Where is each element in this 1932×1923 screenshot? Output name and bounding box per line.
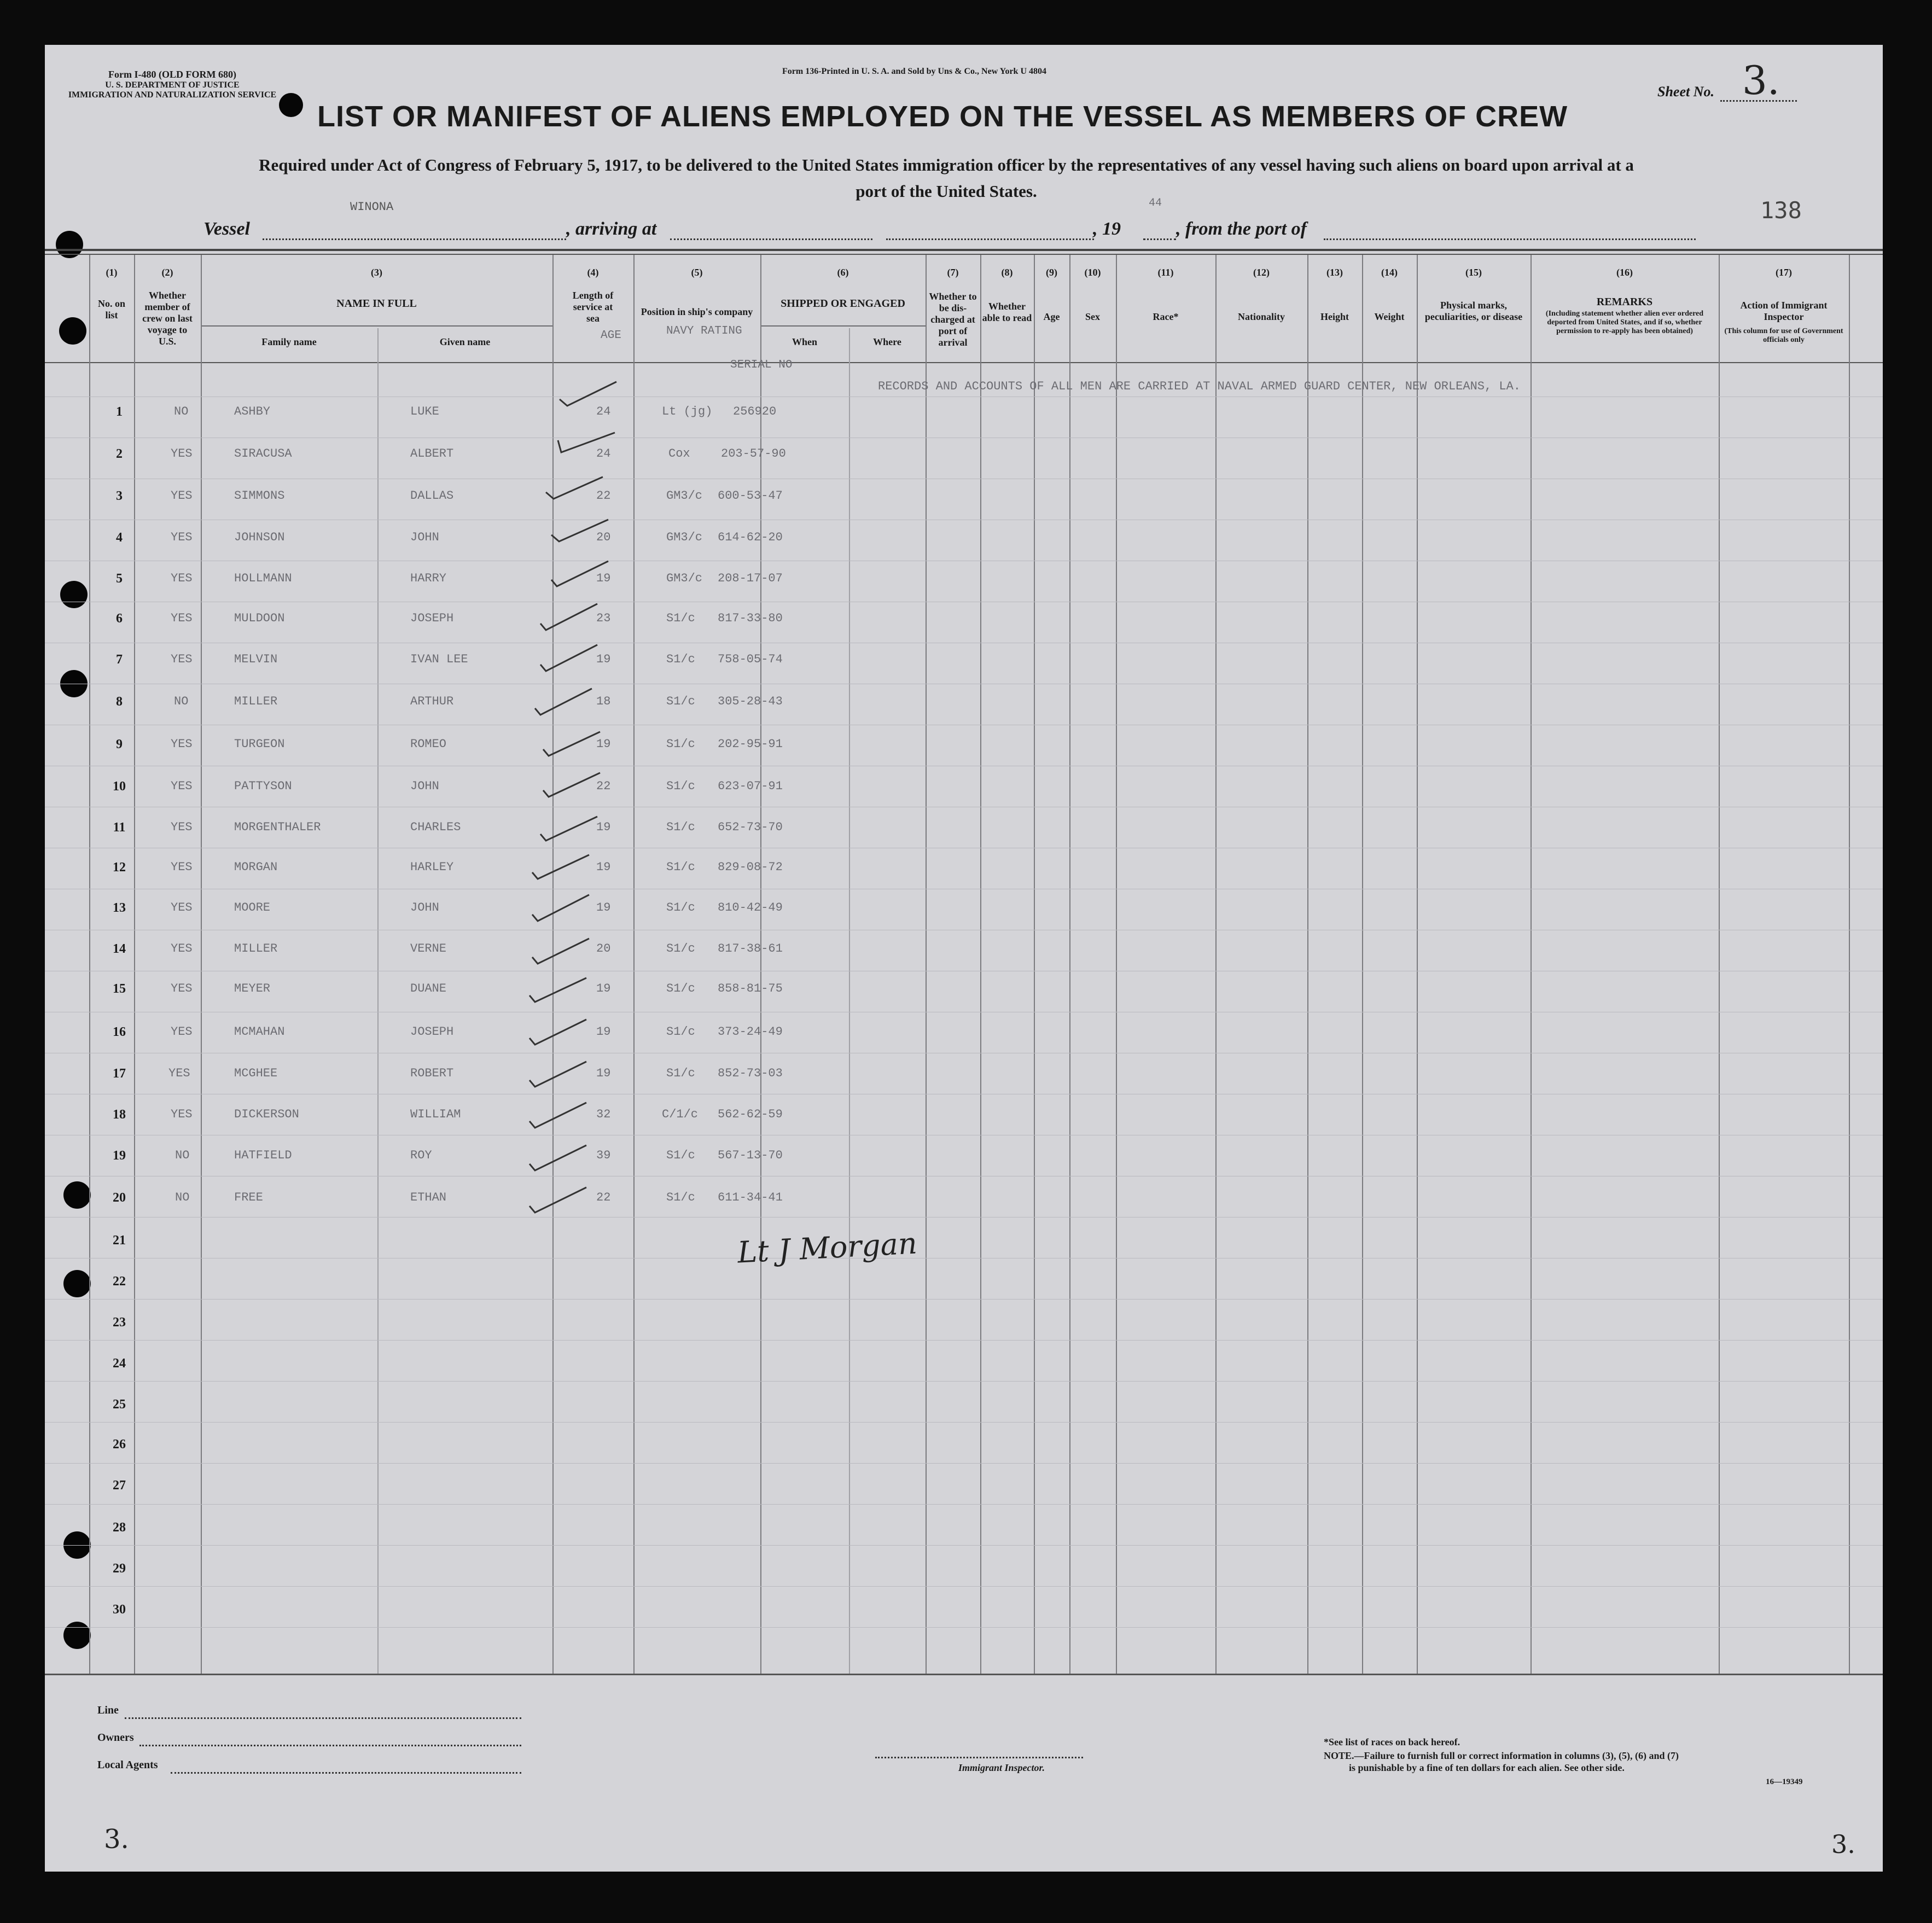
row-number: 25 xyxy=(113,1397,126,1412)
column-header: Position in ship's company xyxy=(641,306,753,317)
penalty-note: is punishable by a fine of ten dollars for each alien. See other side. xyxy=(1349,1762,1625,1773)
form-id-line: Form I-480 (OLD FORM 680) xyxy=(108,69,236,80)
cell-given-name: JOSEPH xyxy=(410,611,454,625)
officer-signature: Lt J Morgan xyxy=(736,1226,918,1270)
column-number: (15) xyxy=(1465,267,1482,278)
check-mark xyxy=(525,1099,591,1132)
cell-previous-voyage: YES xyxy=(171,1025,193,1039)
check-mark xyxy=(525,1142,591,1175)
cell-age: 19 xyxy=(596,860,611,874)
local-agents-field xyxy=(171,1772,521,1774)
cell-age: 22 xyxy=(596,1191,611,1204)
row-number: 12 xyxy=(113,860,126,875)
column-number: (2) xyxy=(161,267,173,278)
local-agents-label: Local Agents xyxy=(97,1759,158,1771)
cell-family-name: MELVIN xyxy=(234,652,278,666)
row-number: 5 xyxy=(116,572,123,586)
column-subheader: Where xyxy=(873,336,901,347)
cell-serial: 858-81-75 xyxy=(718,982,783,995)
column-number: (17) xyxy=(1776,267,1792,278)
check-mark xyxy=(554,424,619,457)
column-header: Race* xyxy=(1153,311,1179,322)
row-number: 18 xyxy=(113,1108,126,1122)
cell-family-name: MILLER xyxy=(234,942,278,955)
cell-serial: 611-34-41 xyxy=(718,1191,783,1204)
sheet-label: Sheet No. xyxy=(1657,84,1714,100)
row-number: 10 xyxy=(113,779,126,794)
cell-given-name: WILLIAM xyxy=(410,1108,461,1121)
row-rule xyxy=(45,1422,1883,1423)
table-row xyxy=(0,942,1932,969)
cell-serial: 203-57-90 xyxy=(721,447,786,461)
check-mark xyxy=(531,686,596,719)
from-port-field-line xyxy=(1324,238,1696,240)
punch-hole xyxy=(63,1270,91,1297)
cell-age: 20 xyxy=(596,531,611,544)
table-row xyxy=(0,531,1932,558)
cell-previous-voyage: YES xyxy=(171,447,193,461)
column-header: Whether member of crew on last voyage to U.S. xyxy=(142,290,193,347)
cell-previous-voyage: YES xyxy=(171,860,193,874)
column-header: Physical marks, peculiarities, or disease xyxy=(1424,300,1523,322)
cell-serial: 600-53-47 xyxy=(718,489,783,503)
cell-family-name: MULDOON xyxy=(234,611,285,625)
year-value: 44 xyxy=(1149,197,1162,209)
table-top-rule xyxy=(45,249,1883,251)
row-number: 24 xyxy=(113,1356,126,1371)
cell-age: 19 xyxy=(596,1067,611,1080)
form-id-line: U. S. DEPARTMENT OF JUSTICE xyxy=(105,80,240,90)
row-number: 21 xyxy=(113,1233,126,1248)
cell-family-name: FREE xyxy=(234,1191,263,1204)
cell-rating: S1/c xyxy=(666,1191,695,1204)
form-id-line: IMMIGRATION AND NATURALIZATION SERVICE xyxy=(68,90,277,100)
year-field-line xyxy=(1143,238,1176,240)
page-title: LIST OR MANIFEST OF ALIENS EMPLOYED ON THE VESSEL AS MEMBERS OF CREW xyxy=(317,100,1568,133)
check-mark xyxy=(525,1016,591,1049)
cell-family-name: MORGENTHALER xyxy=(234,820,321,834)
row-number: 8 xyxy=(116,695,123,709)
row-number: 26 xyxy=(113,1437,126,1452)
cell-family-name: MEYER xyxy=(234,982,271,995)
cell-given-name: DUANE xyxy=(410,982,447,995)
cell-serial: 829-08-72 xyxy=(718,860,783,874)
cell-serial: 817-33-80 xyxy=(718,611,783,625)
cell-family-name: MOORE xyxy=(234,901,271,914)
name-subhead-rule xyxy=(201,325,552,327)
cell-serial: 652-73-70 xyxy=(718,820,783,834)
cell-rating: C/1/c xyxy=(662,1108,699,1121)
cell-given-name: HARLEY xyxy=(410,860,454,874)
column-number: (6) xyxy=(837,267,849,278)
column-number: (10) xyxy=(1084,267,1101,278)
check-mark xyxy=(547,558,613,591)
page-number: 138 xyxy=(1760,197,1802,224)
from-port-label: , from the port of xyxy=(1176,219,1307,239)
cell-rating: S1/c xyxy=(666,1025,695,1039)
line-label: Line xyxy=(97,1704,119,1716)
owners-field xyxy=(139,1745,521,1746)
cell-serial: 758-05-74 xyxy=(718,652,783,666)
cell-given-name: ALBERT xyxy=(410,447,454,461)
row-number: 14 xyxy=(113,942,126,956)
table-top-rule-2 xyxy=(45,254,1883,255)
row-number: 19 xyxy=(113,1149,126,1163)
cell-previous-voyage: NO xyxy=(175,1149,190,1162)
cell-age: 32 xyxy=(596,1108,611,1121)
column-number: (7) xyxy=(947,267,959,278)
corner-number: 3. xyxy=(104,1824,129,1855)
cell-previous-voyage: YES xyxy=(171,737,193,751)
cell-previous-voyage: YES xyxy=(171,942,193,955)
cell-age: 19 xyxy=(596,982,611,995)
cell-given-name: IVAN LEE xyxy=(410,652,468,666)
row-number: 1 xyxy=(116,405,123,419)
cell-given-name: LUKE xyxy=(410,405,439,418)
cell-rating: GM3/c xyxy=(666,531,703,544)
row-number: 2 xyxy=(116,447,123,461)
check-mark xyxy=(528,850,593,883)
cell-age: 19 xyxy=(596,901,611,914)
table-row xyxy=(0,1108,1932,1135)
cell-given-name: HARRY xyxy=(410,572,447,585)
cell-age: 19 xyxy=(596,572,611,585)
subtitle-line: Required under Act of Congress of February 5, 1917, to be delivered to the United States immigration officer by the representatives of any vessel having such aliens on board upon arrival at a xyxy=(259,155,1634,174)
column-number: (11) xyxy=(1157,267,1174,278)
cell-rating: GM3/c xyxy=(666,489,703,503)
column-number: (9) xyxy=(1046,267,1057,278)
check-mark xyxy=(525,974,591,1006)
vessel-field-line xyxy=(263,238,566,240)
row-rule xyxy=(45,1586,1883,1587)
column-header: No. on list xyxy=(97,298,125,320)
table-row xyxy=(0,652,1932,680)
arriving-label: , arriving at xyxy=(566,219,657,239)
cell-family-name: MORGAN xyxy=(234,860,278,874)
cell-family-name: TURGEON xyxy=(234,737,285,751)
check-mark xyxy=(547,514,613,547)
cell-family-name: HOLLMANN xyxy=(234,572,292,585)
cell-age: 39 xyxy=(596,1149,611,1162)
cell-age: 22 xyxy=(596,779,611,793)
row-number: 11 xyxy=(113,820,126,835)
cell-previous-voyage: YES xyxy=(168,1067,190,1080)
cell-given-name: DALLAS xyxy=(410,489,454,503)
column-typed-heading: SERIAL NO xyxy=(730,359,793,371)
vessel-label: Vessel xyxy=(203,219,250,239)
cell-previous-voyage: NO xyxy=(174,405,189,418)
column-header-note: (Including statement whether alien ever ordered deported from United States, and if so, whether permission to re-apply has been obtained) xyxy=(1545,310,1704,335)
check-mark xyxy=(528,935,593,968)
punch-hole xyxy=(63,1622,91,1649)
column-header: Action of Immigrant Inspector xyxy=(1740,300,1828,322)
cell-previous-voyage: YES xyxy=(171,531,193,544)
cell-rating: S1/c xyxy=(666,1149,695,1162)
cell-previous-voyage: YES xyxy=(171,611,193,625)
column-header: Height xyxy=(1320,311,1349,322)
vessel-name: WINONA xyxy=(350,200,394,214)
row-number: 29 xyxy=(113,1561,126,1576)
cell-given-name: VERNE xyxy=(410,942,447,955)
cell-rating: GM3/c xyxy=(666,572,703,585)
column-subheader: Given name xyxy=(439,336,491,347)
cell-given-name: ROBERT xyxy=(410,1067,454,1080)
cell-serial: 256920 xyxy=(733,405,777,418)
form-code: 16—19349 xyxy=(1766,1778,1803,1786)
check-mark xyxy=(528,891,593,924)
column-header: Age xyxy=(1043,311,1060,322)
corner-number: 3. xyxy=(1831,1829,1855,1859)
column-header: Weight xyxy=(1374,311,1405,322)
cell-family-name: ASHBY xyxy=(234,405,271,418)
column-number: (13) xyxy=(1326,267,1343,278)
cell-previous-voyage: YES xyxy=(171,901,193,914)
column-header: NAME IN FULL xyxy=(336,298,417,310)
shipped-subhead-rule xyxy=(760,325,926,327)
punch-hole xyxy=(59,317,86,345)
line-field xyxy=(125,1717,521,1719)
row-number: 3 xyxy=(116,489,123,503)
cell-age: 19 xyxy=(596,737,611,751)
table-row xyxy=(0,489,1932,516)
cell-family-name: SIRACUSA xyxy=(234,447,292,461)
column-header: Nationality xyxy=(1237,311,1285,322)
column-number: (1) xyxy=(106,267,118,278)
column-header: REMARKS xyxy=(1596,296,1653,308)
cell-previous-voyage: NO xyxy=(175,1191,190,1204)
row-number: 28 xyxy=(113,1520,126,1535)
form-id-block xyxy=(57,69,287,100)
cell-previous-voyage: NO xyxy=(174,695,189,708)
check-mark xyxy=(525,1058,591,1091)
row-rule xyxy=(45,1299,1883,1300)
table-row xyxy=(0,695,1932,722)
cell-rating: S1/c xyxy=(666,779,695,793)
cell-serial: 305-28-43 xyxy=(718,695,783,708)
table-row xyxy=(0,901,1932,928)
column-header: Sex xyxy=(1085,311,1100,322)
inspector-label: Immigrant Inspector. xyxy=(958,1762,1045,1773)
inspector-signature-line xyxy=(875,1757,1083,1758)
table-row xyxy=(0,1149,1932,1176)
row-rule xyxy=(45,1504,1883,1505)
table-row xyxy=(0,1025,1932,1052)
cell-previous-voyage: YES xyxy=(171,779,193,793)
check-mark xyxy=(542,471,607,504)
sheet-number-line xyxy=(1720,100,1797,102)
cell-family-name: PATTYSON xyxy=(234,779,292,793)
cell-given-name: JOHN xyxy=(410,779,439,793)
cell-serial: 817-38-61 xyxy=(718,942,783,955)
cell-serial: 567-13-70 xyxy=(718,1149,783,1162)
row-number: 16 xyxy=(113,1025,126,1039)
table-row xyxy=(0,611,1932,639)
row-number: 22 xyxy=(113,1274,126,1289)
column-number: (4) xyxy=(587,267,599,278)
row-number: 30 xyxy=(113,1602,126,1617)
check-mark xyxy=(555,378,621,411)
cell-rating: S1/c xyxy=(666,860,695,874)
table-row xyxy=(0,447,1932,474)
remarks-note: RECORDS AND ACCOUNTS OF ALL MEN ARE CARRIED AT NAVAL ARMED GUARD CENTER, NEW ORLEANS, LA. xyxy=(878,380,1521,393)
cell-rating: S1/c xyxy=(666,982,695,995)
penalty-note: NOTE.—Failure to furnish full or correct information in columns (3), (5), (6) and (7) xyxy=(1324,1750,1679,1761)
cell-previous-voyage: YES xyxy=(171,652,193,666)
column-number: (8) xyxy=(1001,267,1013,278)
cell-given-name: JOHN xyxy=(410,531,439,544)
table-row xyxy=(0,820,1932,848)
column-header-note: (This column for use of Government officials only xyxy=(1724,327,1843,344)
cell-rating: S1/c xyxy=(666,737,695,751)
column-subheader: Family name xyxy=(261,336,317,347)
cell-previous-voyage: YES xyxy=(171,982,193,995)
column-number: (3) xyxy=(371,267,382,278)
cell-rating: S1/c xyxy=(666,942,695,955)
arriving-date-line xyxy=(886,238,1094,240)
column-number: (5) xyxy=(691,267,703,278)
check-mark xyxy=(525,1184,591,1217)
cell-serial: 208-17-07 xyxy=(718,572,783,585)
column-header: Length of service at sea xyxy=(572,290,614,324)
cell-serial: 614-62-20 xyxy=(718,531,783,544)
cell-age: 23 xyxy=(596,611,611,625)
row-number: 17 xyxy=(113,1067,126,1081)
cell-rating: S1/c xyxy=(666,695,695,708)
cell-previous-voyage: YES xyxy=(171,489,193,503)
row-rule xyxy=(45,1627,1883,1628)
cell-family-name: MILLER xyxy=(234,695,278,708)
cell-serial: 373-24-49 xyxy=(718,1025,783,1039)
cell-age: 19 xyxy=(596,652,611,666)
table-row xyxy=(0,405,1932,432)
cell-rating: S1/c xyxy=(666,820,695,834)
row-number: 15 xyxy=(113,982,126,996)
row-number: 27 xyxy=(113,1478,126,1493)
year-label: , 19 xyxy=(1093,219,1121,239)
column-header: SHIPPED OR ENGAGED xyxy=(781,298,905,310)
cell-age: 24 xyxy=(596,405,611,418)
cell-rating: Cox xyxy=(668,447,690,461)
cell-given-name: ARTHUR xyxy=(410,695,454,708)
cell-previous-voyage: YES xyxy=(171,572,193,585)
row-number: 4 xyxy=(116,531,123,545)
races-note: *See list of races on back hereof. xyxy=(1324,1736,1460,1747)
check-mark xyxy=(539,727,604,760)
cell-family-name: MCGHEE xyxy=(234,1067,278,1080)
cell-given-name: JOHN xyxy=(410,901,439,914)
row-rule xyxy=(45,1381,1883,1382)
cell-rating: S1/c xyxy=(666,611,695,625)
check-mark xyxy=(539,768,604,801)
cell-age: 19 xyxy=(596,820,611,834)
row-rule xyxy=(45,1340,1883,1341)
cell-family-name: DICKERSON xyxy=(234,1108,299,1121)
check-mark xyxy=(536,602,602,634)
row-number: 20 xyxy=(113,1191,126,1205)
table-row xyxy=(0,1191,1932,1218)
column-number: (12) xyxy=(1253,267,1270,278)
row-number: 13 xyxy=(113,901,126,915)
cell-serial: 623-07-91 xyxy=(718,779,783,793)
cell-family-name: MCMAHAN xyxy=(234,1025,285,1039)
cell-age: 19 xyxy=(596,1025,611,1039)
check-mark xyxy=(536,643,602,675)
column-number: (16) xyxy=(1616,267,1633,278)
table-row xyxy=(0,779,1932,807)
table-bottom-rule xyxy=(45,1674,1883,1675)
cell-family-name: JOHNSON xyxy=(234,531,285,544)
cell-serial: 202-95-91 xyxy=(718,737,783,751)
cell-serial: 810-42-49 xyxy=(718,901,783,914)
cell-previous-voyage: YES xyxy=(171,1108,193,1121)
table-row xyxy=(0,860,1932,888)
column-header: Whether able to read xyxy=(982,301,1032,323)
cell-rating: S1/c xyxy=(666,1067,695,1080)
column-typed-heading: NAVY RATING xyxy=(666,325,742,337)
cell-rating: Lt (jg) xyxy=(662,405,713,418)
subtitle-line: port of the United States. xyxy=(856,182,1037,201)
row-number: 23 xyxy=(113,1315,126,1330)
owners-label: Owners xyxy=(97,1732,134,1744)
cell-family-name: SIMMONS xyxy=(234,489,285,503)
column-subheader: When xyxy=(792,336,817,347)
cell-given-name: JOSEPH xyxy=(410,1025,454,1039)
printer-note: Form 136-Printed in U. S. A. and Sold by Uns & Co., New York U 4804 xyxy=(782,67,1046,76)
table-row xyxy=(0,1067,1932,1094)
table-row xyxy=(0,982,1932,1009)
row-rule xyxy=(45,1545,1883,1546)
table-row xyxy=(0,572,1932,599)
row-number: 7 xyxy=(116,652,123,667)
check-mark xyxy=(536,812,602,845)
column-typed-heading: AGE xyxy=(601,329,621,342)
cell-given-name: CHARLES xyxy=(410,820,461,834)
row-rule xyxy=(45,1463,1883,1464)
subtitle xyxy=(82,152,1811,205)
column-number: (14) xyxy=(1381,267,1398,278)
arriving-field-line xyxy=(670,238,872,240)
column-header: Whether to be dis-charged at port of arrival xyxy=(929,291,977,348)
sheet-number: 3. xyxy=(1742,57,1780,103)
cell-serial: 852-73-03 xyxy=(718,1067,783,1080)
cell-age: 18 xyxy=(596,695,611,708)
table-row xyxy=(0,737,1932,765)
row-number: 9 xyxy=(116,737,123,751)
cell-previous-voyage: YES xyxy=(171,820,193,834)
cell-age: 20 xyxy=(596,942,611,955)
cell-age: 22 xyxy=(596,489,611,503)
cell-family-name: HATFIELD xyxy=(234,1149,292,1162)
row-number: 6 xyxy=(116,611,123,626)
cell-given-name: ROMEO xyxy=(410,737,447,751)
cell-given-name: ETHAN xyxy=(410,1191,447,1204)
header-bottom-rule xyxy=(45,362,1883,363)
cell-rating: S1/c xyxy=(666,901,695,914)
cell-serial: 562-62-59 xyxy=(718,1108,783,1121)
cell-rating: S1/c xyxy=(666,652,695,666)
cell-age: 24 xyxy=(596,447,611,461)
cell-given-name: ROY xyxy=(410,1149,432,1162)
